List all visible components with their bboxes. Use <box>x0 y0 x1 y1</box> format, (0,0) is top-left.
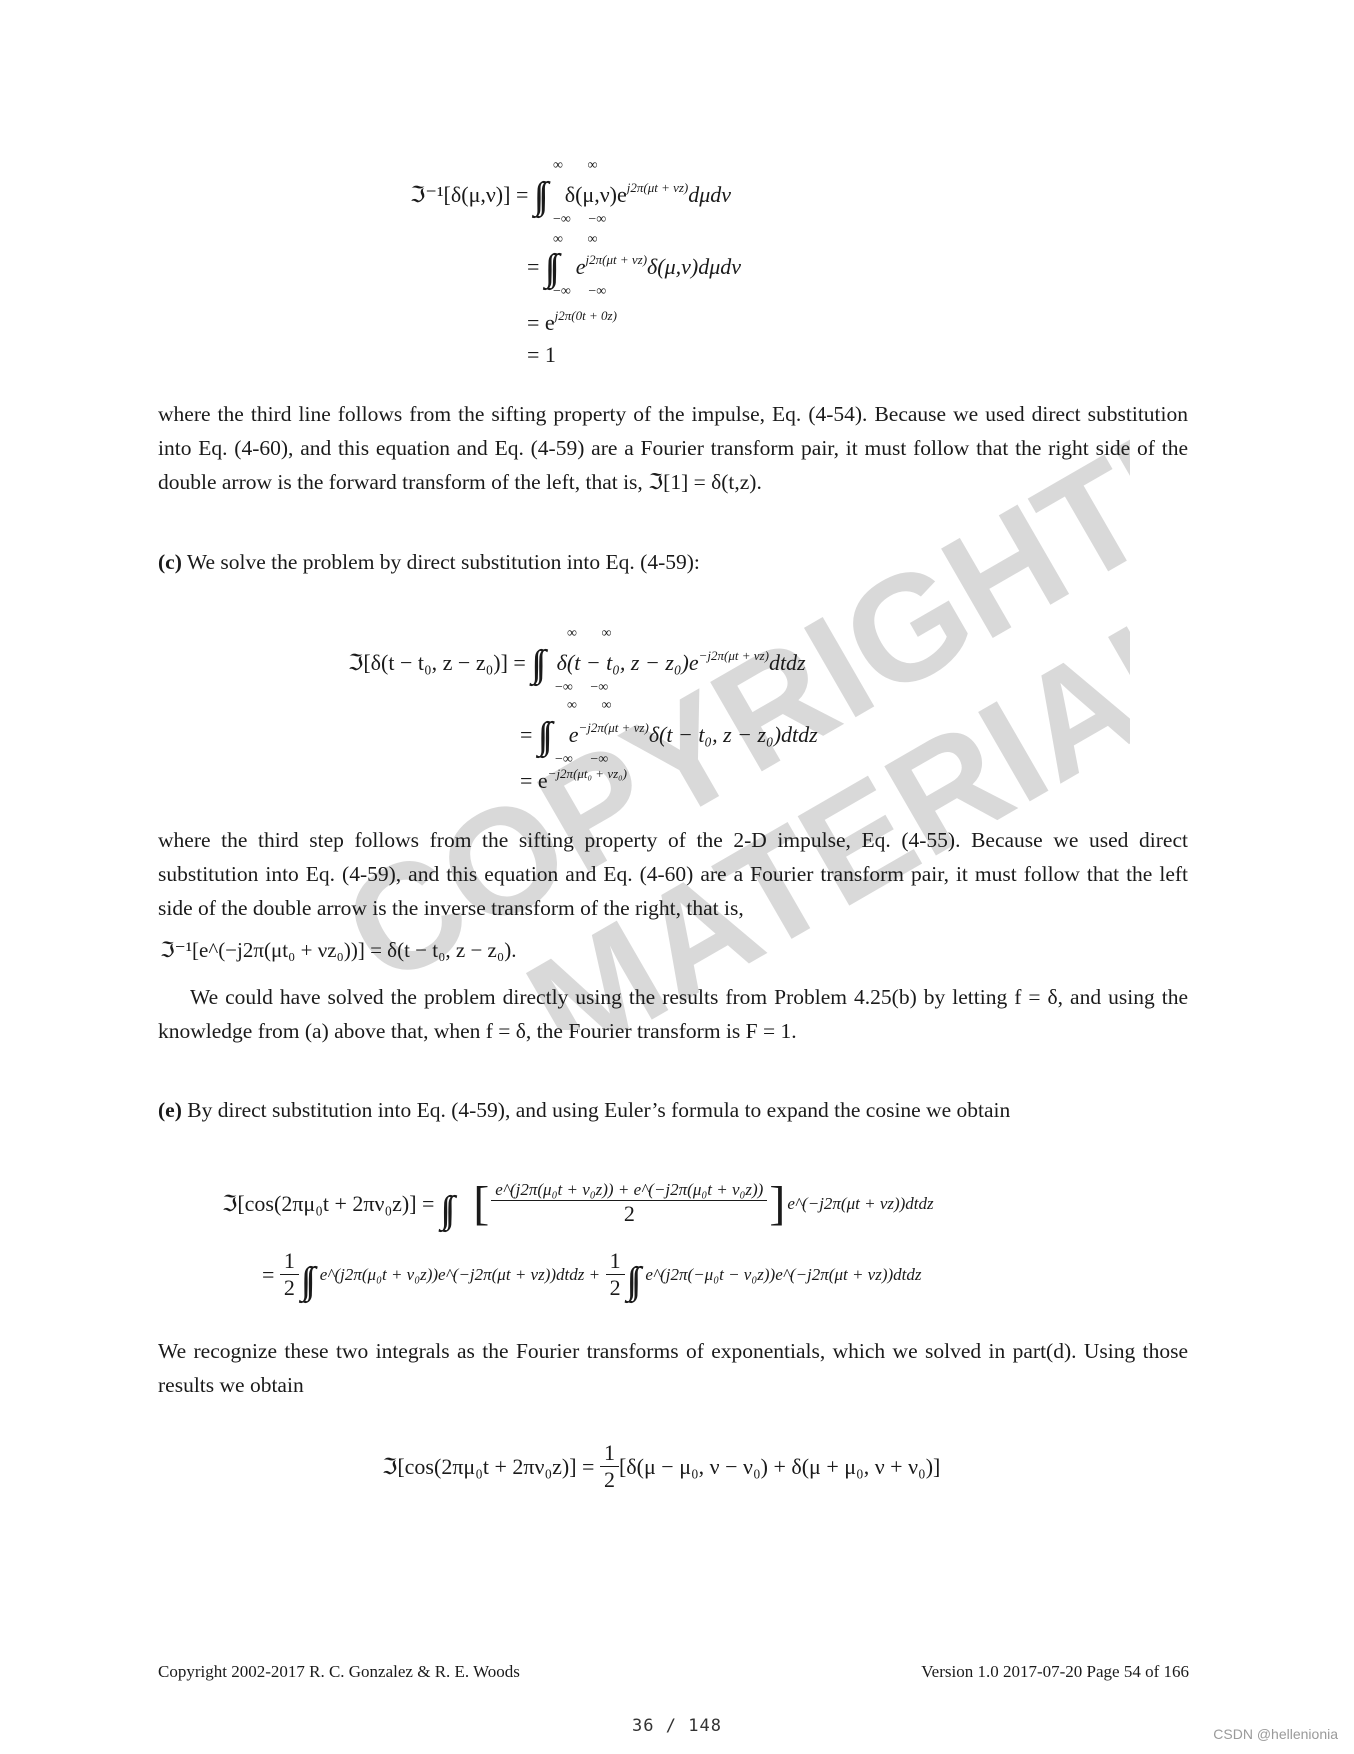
half-fraction-2: $\frac{1}{2}$ <box>606 1248 625 1301</box>
footer-copyright: Copyright 2002-2017 R. C. Gonzalez & R. E. Woods <box>158 1662 520 1681</box>
left-bracket: [ <box>473 1177 490 1230</box>
eq1-line1-exp: j2π(μt + νz) <box>626 180 689 195</box>
eq3-line-2: = $\frac{1}{2}$ ∫∫ e^(j2π(μ₀t + ν₀z))e^(−j2π(μt + νz))dtdz + $\frac{1}{2}$ ∫∫ e^(j2π(−μ₀t − ν₀z))e^(−j2π(μt + νz))dtdz <box>262 1248 922 1302</box>
equation-shifted-impulse: ℑ[δ(t − t₀, z − z₀)] = ∫∫ δ(t − t₀, $z - z_0)e^{-j2\pi(\mu t + \nu z)}dtdz$ <box>348 643 806 685</box>
integral-sign: ∫∫ <box>533 175 543 217</box>
equation-inverse-impulse <box>410 168 732 217</box>
equation-cosine-expansion: ℑ[cos(2πμ₀t + 2πν₀z)] = ∫∫ [ $\frac{\text{e\textasciicircum{}(j2π(μ₀t + ν₀z)) + e\textasciicircum{}(−j2π(μ₀t + ν₀z))}}{2}$ ] e^(−j2π(μt + νz))dtdz <box>222 1177 934 1231</box>
paragraph-problem-4-25: We could have solved the problem directly using the results from Problem 4.25(b) by letting f = δ, and using the knowledge from (a) above that, when f = δ, the Fourier transform is F = 1. <box>158 985 1188 1043</box>
watermark-line-2: MATERIAL <box>500 567 1130 1030</box>
right-bracket: ] <box>769 1177 786 1230</box>
eq1-line2-upper-limits: ∞ ∞ <box>553 232 598 247</box>
eq2-upper-limits: ∞ ∞ <box>567 626 612 641</box>
paragraph-recognize-integrals: We recognize these two integrals as the Fourier transforms of exponentials, which we solved in part(d). Using those results we obtain <box>158 1339 1188 1397</box>
eq1-line2-lower-limits: −∞ −∞ <box>553 284 607 299</box>
part-c-text: We solve the problem by direct substitution into Eq. (4-59): <box>186 550 700 574</box>
euler-fraction: $\frac{\text{e\textasciicircum{}(j2π(μ₀t + ν₀z)) + e\textasciicircum{}(−j2π(μ₀t + ν₀z))}}{2}$ <box>491 1180 767 1227</box>
eq1-line-4: = 1 <box>527 342 556 367</box>
paragraph-part-c <box>158 545 1188 579</box>
part-c-label: (c) <box>158 550 182 574</box>
watermark-line-1: COPYRIGHTED <box>316 330 1130 1017</box>
eq1-lower-limits: −∞ −∞ <box>553 212 607 227</box>
page-counter: 36 / 148 <box>632 1716 722 1736</box>
eq1-line-2: = ∫∫ $e^{j2\pi(\mu t + \nu z)}\delta(\mu,\nu)d\mu d\nu$ <box>527 247 742 289</box>
eq2-line-2: = ∫∫ $e^{-j2\pi(\mu t + \nu z)}\delta(t - t_0$, z − z₀)dtdz <box>520 715 818 757</box>
csdn-watermark: CSDN @hellenionia <box>1213 1726 1338 1742</box>
eq1-upper-limits: ∞ ∞ <box>553 158 598 173</box>
eq1-line-3: = $e^{j2\pi(0t + 0z)}$ <box>527 308 617 335</box>
eq2-line-3: = $e^{-j2\pi(\mu t_0 + \nu z_0)}$ <box>520 766 628 793</box>
equation-cosine-result: ℑ[cos(2πμ₀t + 2πν₀z)] = $\frac{1}{2}$ [δ(μ − μ₀, ν − ν₀) + δ(μ + μ₀, ν + ν₀)] <box>382 1440 941 1492</box>
inverse-transform-inline-eq: ℑ⁻¹[e^(−j2π(μt₀ + νz₀))] = δ(t − t₀, z − z₀). <box>160 938 517 962</box>
part-e-label: (e) <box>158 1098 182 1122</box>
half-fraction-3: $\frac{1}{2}$ <box>600 1440 619 1493</box>
eq2-lower-limits: −∞ −∞ <box>555 680 609 695</box>
paragraph-sifting-property: where the third line follows from the sifting property of the impulse, Eq. (4-54). Because we used direct substitution into Eq. (4-60), and this equation and Eq. (4-59) are a Fourier transform pair, it must follow that the right side of the double arrow is the forward transform of the left, that is, ℑ[1] = δ(t,z). <box>158 402 1188 494</box>
eq2-line2-lower-limits: −∞ −∞ <box>555 752 609 767</box>
footer-version: Version 1.0 2017-07-20 Page 54 of 166 <box>921 1662 1189 1681</box>
eq1-line1-tail: dμdν <box>688 182 732 207</box>
eq1-lhs: ℑ⁻¹[δ(μ,ν)] = <box>410 182 529 207</box>
paragraph-part-e <box>158 1093 1188 1127</box>
paragraph-2d-impulse: where the third step follows from the sifting property of the 2-D impulse, Eq. (4-55). Because we used direct substitution into Eq. (4-59), and this equation and Eq. (4-60) are a Fourier transform pair, it must follow that the left side of the double arrow is the inverse transform of the right, that is, <box>158 828 1188 920</box>
eq2-line2-upper-limits: ∞ ∞ <box>567 698 612 713</box>
half-fraction-1: $\frac{1}{2}$ <box>280 1248 299 1301</box>
part-e-text: By direct substitution into Eq. (4-59), and using Euler’s formula to expand the cosine we obtain <box>187 1098 1011 1122</box>
eq1-line1-body: δ(μ,ν)e <box>564 182 627 207</box>
